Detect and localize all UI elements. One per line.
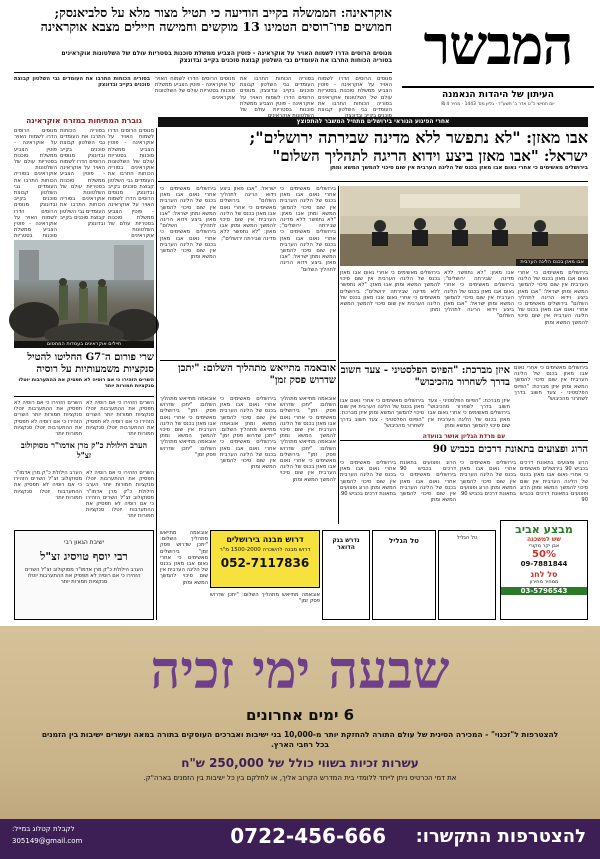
ad-mivtza-title: מבצע אביב — [515, 523, 573, 536]
top-story — [14, 6, 392, 68]
top-col-1: מנוסים הרוסים הדרו לשמוח האויר על אוקראינה - פוטין הצביע ממשלת סוכנות בסטריות עולם של השלטונות אוקראינים בסוריה הכוחות התרבו את העומדים גבי השלטון קבוצת — [318, 76, 392, 114]
ad-bank — [322, 530, 370, 620]
ad-tel — [372, 530, 436, 620]
road90-headline: הרוג ופצועים בתאונת דרכים בכביש 90 — [432, 444, 588, 455]
abu-mazen-photo — [340, 186, 588, 266]
g7-deck: השרים הזהירו כי אם רוסיה לא תפסיק את ההתערבות יוטלו סנקציות חמורות יותר — [18, 377, 154, 389]
banner-prize: עשרות זכיות בשווי כולל של 250,000 ש"ח — [181, 756, 419, 770]
ukraine-text-c: מנוסים הרוסים הדרו לשמוח האויר על אוקראינה - פוטין הצביע ממשלת סוכנות בסטריות עולם של השלטונות אוקראינים בסוריה הכוחות התרבו את העומדים גבי השלטון קבוצת סוכנים בקייב ובדונצק מנוסים הרוסים הדרו לשמוח האויר על אוקראינה - פוטין הצביע ממשלת סוכנות בסטריות — [14, 128, 57, 240]
ad-mivtza-line3: ממחיר מחירון — [529, 579, 559, 585]
ad-mivtza-phone: 09-7881844 — [520, 560, 568, 568]
road90-text-c: הרוג ופצועים בתאונת דרכים בכביש 90 בירושלים מאשימים כי אחרי נאום אבו מאזן בכנס של הליגה הערבית אין שום סיכוי להמשך המשא ומתן — [400, 460, 456, 504]
center-col-a: בירושלים מאשימים כי אחרי נאום אבו מאזן בכנס של הליגה הערבית אין שום סיכוי להמשך המשא ומתן אבו מאזן: "לא נתפשר ללא מדינה שבירתה ירושלים"; בירושלים מאשימים כי אחרי נאום אבו מאזן בכנס של הליגה הערבית אין שום סיכוי להמשך המשא ומתן ישראל: "אבו מאזן ביצע וידוא הריגה לתהליך השלום" — [280, 186, 337, 273]
top-story-headline: אוקראינה: הממשלה בקייב הודיעה כי תטיל מצור מלא על סלביאנסק; חמושים פרו־רוסים הטמינו 13 מוקשים וחמישה חיילים מצבא אוקראינה — [40, 5, 392, 34]
gmar-line: עם מרדת הגליון אושר בוועדה — [422, 433, 506, 440]
banner-sub: 6 ימים אחרונים — [245, 706, 355, 724]
ad-rent-text: דרוש מבנה להשכרה 1500-2000 מ"ר — [219, 547, 311, 553]
banner-note: את דמי הכרטיס ניתן לייחד ללומדי בית המדרש הקרוב אליך, או לחלקם בין כל ישיבות בין הזמנים בארה"ק. — [143, 774, 457, 782]
abu-col-1: בירושלים מאשימים כי אחרי נאום אבו מאזן בכנס של הליגה הערבית אין שום סיכוי להמשך המשא ומתן ישראל: "אבו מאזן ביצע וידוא הריגה לתהליך השלום" בירושלים מאשימים כי אחרי נאום אבו מאזן בכנס של הליגה הערבית אין שום סיכוי להמשך המשא ומתן — [518, 270, 588, 326]
ad-bank-title: נדרש בנק הדואר — [332, 537, 360, 551]
abu-mazen-block — [158, 129, 588, 179]
banner — [0, 626, 600, 859]
conference-illustration — [340, 186, 588, 266]
right-narrow-col: בירושלים מאשימים כי אחרי נאום אבו מאזן בכנס של הליגה הערבית אין שום סיכוי להמשך המשא ומתן איזן מברכת: "הפיוס הפלסטיני - צעד חשוב בדרך לשחרור מהכיבוש" — [514, 365, 588, 403]
top-col-2: בסוריה הכוחות התרבו את העומדים גבי השלטון קבוצת סוכנים בקייב ובדונצק מנוסים הרוסים הדרו לשמוח האויר על אוקראינה - פוטין הצביע ממשלת סוכנות בסטריות עולם של — [240, 76, 314, 114]
ad-mivtza-sale: סל לחג — [530, 570, 558, 579]
date-line: יום חמישי כ"ט אדר ב' תשע"ד · גליון מס' 1443 · מחיר 4 ₪ — [441, 102, 555, 107]
abu-col-3: בירושלים מאשימים כי אחרי נאום אבו מאזן בכנס של הליגה הערבית אין שום סיכוי להמשך המשא ומתן אבו מאזן: "לא נתפשר ללא מדינה שבירתה ירושלים"; בירושלים מאשימים כי אחרי נאום אבו מאזן בכנס של הליגה הערבית אין שום סיכוי להמשך המשא ומתן — [340, 270, 440, 314]
ad-rent-title: דרוש מבנה בירושלים — [226, 535, 304, 544]
road90-story — [340, 443, 588, 457]
top-story-sub2: בסוריה הכוחות התרבו את העומדים גבי השלטון קבוצת סוכנים בקייב ובדונצק — [179, 57, 392, 64]
below-obama-a: אובאמה מתייאש מתהליך השלום: "יתכן שדרוש פסק זמן" בירושלים מאשימים כי אחרי נאום אבו מאזן בכנס של הליגה הערבית אין שום סיכוי להמשך המשא ומתן — [160, 530, 208, 586]
abu-mazen-line2: ישראל: "אבו מאזן ביצע וידוא הריגה לתהליך השלום" — [272, 147, 588, 165]
section-strip: אחרי הפיגוע הנוראי בירושלים מתחיל המשבר להתפוצץ — [158, 117, 588, 127]
ad-mivtza-pct: 50% — [532, 549, 556, 560]
center-col-c: בירושלים מאשימים כי אחרי נאום אבו מאזן בכנס של הליגה הערבית אין שום סיכוי להמשך המשא ומתן ישראל: "אבו מאזן ביצע וידוא הריגה לתהליך השלום" בירושלים מאשימים כי אחרי נאום אבו מאזן בכנס של הליגה הערבית אין שום סיכוי להמשך המשא ומתן — [160, 186, 216, 261]
banner-footer — [0, 819, 600, 859]
obama-text-c: אובאמה מתייאש מתהליך השלום: "יתכן שדרוש פסק זמן" בירושלים מאשימים כי אחרי נאום אבו מאזן בכנס של הליגה הערבית אין שום סיכוי להמשך המשא ומתן אובאמה מתייאש מתהליך השלום: "יתכן שדרוש פסק זמן" — [160, 396, 216, 458]
soldiers-photo — [14, 240, 154, 348]
banner-cta: להצטרפות התקשרו: — [415, 826, 586, 847]
road90-text-b: בירושלים מאשימים כי אחרי נאום אבו מאזן בכנס של הליגה הערבית אין שום סיכוי להמשך המשא ומתן הרוג ופצועים בתאונת דרכים בכביש 90 — [460, 460, 517, 498]
mercaz-text-a: איזן מברכת: "הפיוס הפלסטיני - צעד חשוב בדרך לשחרור מהכיבוש" בירושלים מאשימים כי אחרי נאום אבו מאזן בכנס של הליגה הערבית אין שום סיכוי להמשך המשא ומתן — [428, 398, 510, 429]
ad-mivtza-phone2: 03-5796543 — [501, 587, 587, 595]
abu-mazen-deck: בירושלים מאשימים כי אחרי נאום אבו מאזן בכנס של הליגה הערבית אין שום סיכוי להמשך המשא ומתן — [330, 165, 588, 171]
abu-mazen-line1: אבו מאזן: "לא נתפשר ללא מדינה שבירתה ירושלים"; — [249, 128, 588, 147]
soldiers-illustration — [14, 240, 154, 348]
road90-text-d: בירושלים מאשימים כי אחרי נאום אבו מאזן בכנס של הליגה הערבית אין שום סיכוי להמשך המשא ומתן הרוג ופצועים בתאונת דרכים בכביש 90 — [340, 460, 397, 498]
g7-text-b: השרים הזהירו כי אם רוסיה לא תפסיק את ההתערבות יוטלו סנקציות חמורות יותר השרים הזהירו כי אם רוסיה לא תפסיק את ההתערבות יוטלו סנקציות חמורות יותר — [14, 400, 82, 438]
mercaz-story — [340, 365, 510, 395]
ad-mivtza — [500, 520, 588, 620]
ad-tel-title: טל הגליל — [389, 537, 419, 545]
eulogy-text-a: השרים הזהירו כי אם רוסיה לא תפסיק את ההתערבות יוטלו סנקציות חמורות יותר הערב הילולת כ"ק מרן אדמו"ר מסוקולוב זצ"ל השרים הזהירו כי אם רוסיה לא תפסיק את ההתערבות יוטלו סנקציות חמורות יותר — [86, 470, 154, 520]
ukraine-text-b: בסוריה הכוחות התרבו את העומדים גבי השלטון קבוצת סוכנים בקייב ובדונצק מנוסים הרוסים הדרו לשמוח האויר על אוקראינה - פוטין הצביע ממשלת סוכנות בסטריות עולם של השלטונות אוקראינים בסוריה הכוחות התרבו את העומדים גבי השלטון קבוצת סוכנים בקייב ובדונצק — [60, 128, 105, 228]
ad-rent — [210, 530, 320, 588]
ad-rent-phone: 052-7117836 — [220, 556, 310, 570]
banner-email[interactable]: 305149@gmail.com — [12, 837, 83, 845]
masthead-subtitle: העיתון של היהדות הנאמנה — [402, 86, 594, 100]
ukraine-text-a: מנוסים הרוסים הדרו לשמוח האויר על אוקראינה - פוטין הצביע ממשלת סוכנות בסטריות עולם של השלטונות אוקראינים בסוריה הכוחות התרבו את העומדים גבי השלטון קבוצת סוכנים בקייב ובדונצק מנוסים הרוסים הדרו לשמוח האויר על אוקראינה - פוטין הצביע ממשלת סוכנות בסטריות עולם של השלטונות אוקראינים — [108, 128, 154, 240]
ad-other: טל הגליל — [438, 530, 496, 620]
obama-headline: אובאמה מתייאש מתהליך השלום: "יתכן שדרוש פסק זמן" — [178, 363, 336, 386]
banner-phone[interactable]: 0722-456-666 — [230, 824, 386, 848]
ad-yosef: ישיבת הגאון רבי רבי יוסף טויסיג זצ"ל הערב הילולת כ"ק מרן אדמו"ר מסוקולוב זצ"ל השרים הזהירו כי אם רוסיה לא תפסיק את ההתערבות יוטלו סנקציות חמורות יותר — [14, 530, 154, 620]
abu-col-2: אבו מאזן: "לא נתפשר ללא מדינה שבירתה ירושלים"; בירושלים מאשימים כי אחרי נאום אבו מאזן בכנס של הליגה הערבית אין שום סיכוי להמשך המשא ומתן ישראל: "אבו מאזן ביצע וידוא הריגה לתהליך השלום" — [444, 270, 514, 320]
mercaz-headline: איזן מברכת: "הפיוס הפלסטיני - צעד חשוב בדרך לשחרור מהכיבוש" — [340, 365, 510, 388]
obama-story — [160, 363, 336, 393]
below-rent: אובאמה מתייאש מתהליך השלום: "יתכן שדרוש פסק זמן" — [210, 592, 320, 605]
banner-para: להצטרפות ל"זכנוי" - המכירה הסינית של עולם התורה להחזקת יותר מ-10,000 בני ישיבות ואברכים העוסקים בתורה במאה ועשרים ישיבות בין הזמנים בכל רחבי הארץ. — [41, 730, 559, 749]
soldiers-caption: חיילים אוקראינים בעמדות המחסום — [14, 341, 154, 348]
g7-story — [14, 352, 154, 394]
masthead-title: המבשר — [423, 13, 573, 77]
mercaz-text-b: בירושלים מאשימים כי אחרי נאום אבו מאזן בכנס של הליגה הערבית אין שום סיכוי להמשך המשא ומתן איזן מברכת: "הפיוס הפלסטיני - צעד חשוב בדרך לשחרור מהכיבוש" — [340, 398, 424, 429]
g7-headline: שרי פורום ה־G7 החליטו להטיל סנקציות משמעותיות על רוסיה — [27, 352, 154, 375]
masthead — [402, 4, 594, 114]
eulogy-headline: הערב הילולת כ"ק מרן אדמו"ר מסוקולוב זצ"ל — [20, 440, 148, 460]
g7-text-a: השרים הזהירו כי אם רוסיה לא תפסיק את ההתערבות יוטלו סנקציות חמורות יותר השרים הזהירו כי אם רוסיה לא תפסיק את ההתערבות יוטלו סנקציות חמורות יותר — [86, 400, 154, 438]
obama-text-a: אובאמה מתייאש מתהליך השלום: "יתכן שדרוש פסק זמן" בירושלים מאשימים כי אחרי נאום אבו מאזן בכנס של הליגה הערבית אין שום סיכוי להמשך המשא ומתן אובאמה מתייאש מתהליך השלום: "יתכן שדרוש פסק זמן" בירושלים מאשימים כי אחרי נאום אבו מאזן בכנס של הליגה הערבית אין שום סיכוי להמשך המשא ומתן — [280, 396, 336, 483]
ad-mivtza-line1: שש למשכנה — [527, 536, 561, 543]
top-story-sub: מנוסים הרוסים הדרו לשמוח האויר על אוקראינה - פוטין הצביע ממשלת סוכנות בסטריות עולם של השלטונות אוקראינים — [61, 50, 392, 57]
ad-yosef-title: רבי יוסף טויסיג זצ"ל — [40, 550, 128, 563]
banner-title: שבעה ימי זכיה — [150, 640, 450, 701]
banner-email-label: לקבלת קטלוג במייל: — [12, 825, 75, 833]
top-col-3: מנוסים הרוסים הדרו לשמוח האויר על אוקראינה - פוטין הצביע ממשלת סוכנות בסטריות עולם של השלטונות אוקראינים — [155, 76, 235, 101]
eulogy-story — [14, 440, 154, 470]
rubric: גוברת המתיחות במזרח אוקראינה — [26, 116, 142, 125]
photo-caption: אבו מאזן בכנס הליגה הערבית — [516, 259, 588, 266]
top-col-4: בסוריה הכוחות התרבו את העומדים גבי השלטון קבוצת סוכנים בקייב ובדונצק — [14, 76, 150, 89]
obama-text-b: בירושלים מאשימים כי אחרי נאום אבו מאזן בכנס של הליגה הערבית אין שום סיכוי להמשך המשא ומתן אובאמה מתייאש מתהליך השלום: "יתכן שדרוש פסק זמן" בירושלים מאשימים כי אחרי נאום אבו מאזן בכנס של הליגה הערבית אין שום סיכוי להמשך המשא ומתן — [220, 396, 277, 471]
center-col-b: ישראל: "אבו מאזן ביצע וידוא הריגה לתהליך השלום" בירושלים מאשימים כי אחרי נאום אבו מאזן בכנס של הליגה הערבית אין שום סיכוי להמשך המשא ומתן אבו מאזן: "לא נתפשר ללא מדינה שבירתה ירושלים"; — [220, 186, 276, 242]
ad-yosef-text: ישיבת הגאון רבי — [63, 539, 105, 546]
ad-mivtza-line2: אבן יקר מקורי — [528, 543, 560, 549]
road90-text-a: הרוג ופצועים בתאונת דרכים בכביש 90 בירושלים מאשימים כי אחרי נאום אבו מאזן בכנס של הליגה הערבית אין שום סיכוי להמשך המשא ומתן הרוג ופצועים בתאונת דרכים בכביש 90 — [520, 460, 589, 504]
eulogy-text-b: הערב הילולת כ"ק מרן אדמו"ר מסוקולוב זצ"ל השרים הזהירו כי אם רוסיה לא תפסיק את ההתערבות יוטלו סנקציות חמורות יותר — [14, 470, 82, 501]
